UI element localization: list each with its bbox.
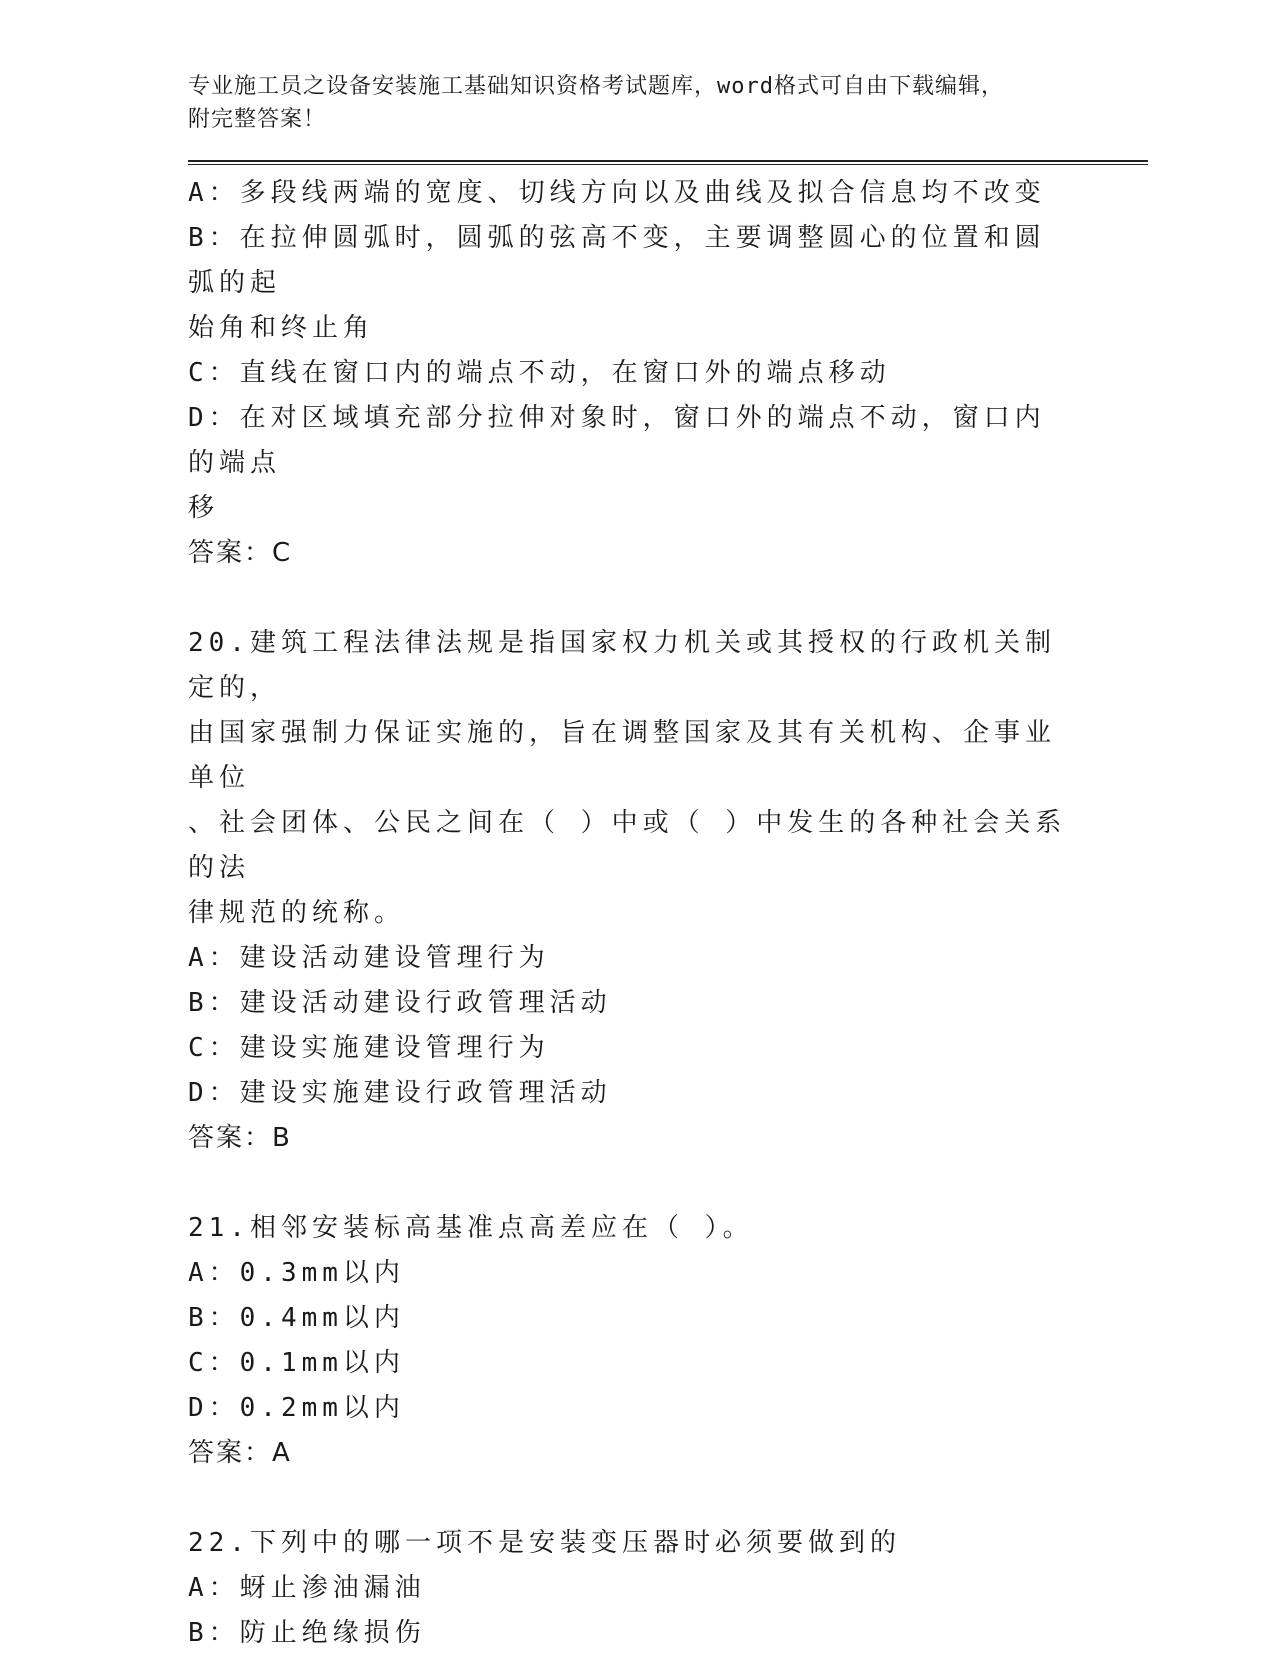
answer: 答案：C xyxy=(188,538,293,568)
option-c: C：建设实施建设管理行为 xyxy=(188,1033,550,1063)
option-a: A：蚜止渗油漏油 xyxy=(188,1573,426,1603)
option-a: A：0.3mm以内 xyxy=(188,1258,405,1288)
option-b-cont: 始角和终止角 xyxy=(188,313,375,343)
question-content xyxy=(188,171,1068,1656)
question-stem: 22.下列中的哪一项不是安装变压器时必须要做到的 xyxy=(188,1528,901,1558)
option-c: C：直线在窗口内的端点不动，在窗口外的端点移动 xyxy=(188,358,891,388)
question-stem: 21.相邻安装标高基准点高差应在（ ）。 xyxy=(188,1213,754,1243)
option-b: B：在拉伸圆弧时，圆弧的弦高不变，主要调整圆心的位置和圆弧的起 xyxy=(188,223,1046,298)
header-divider xyxy=(188,160,1148,165)
question-stem-cont: 由国家强制力保证实施的，旨在调整国家及其有关机构、企事业单位 xyxy=(188,718,1057,793)
question-19 xyxy=(188,171,1068,576)
spacer xyxy=(188,576,1068,621)
question-21 xyxy=(188,1206,1068,1476)
question-stem-cont: 律规范的统称。 xyxy=(188,898,406,928)
document-page xyxy=(188,70,1148,1656)
header-line-1: 专业施工员之设备安装施工基础知识资格考试题库，word格式可自由下载编辑， xyxy=(188,74,1004,99)
spacer xyxy=(188,1161,1068,1206)
option-d: D：0.2mm以内 xyxy=(188,1393,405,1423)
question-22 xyxy=(188,1521,1068,1656)
question-stem-cont: 、社会团体、公民之间在（ ）中或（ ）中发生的各种社会关系的法 xyxy=(188,808,1067,883)
option-b: B：0.4mm以内 xyxy=(188,1303,405,1333)
question-stem: 20.建筑工程法律法规是指国家权力机关或其授权的行政机关制定的， xyxy=(188,628,1056,703)
option-a: A：多段线两端的宽度、切线方向以及曲线及拟合信息均不改变 xyxy=(188,178,1046,208)
option-d: D：建设实施建设行政管理活动 xyxy=(188,1078,612,1108)
document-header xyxy=(188,70,1148,136)
option-a: A：建设活动建设管理行为 xyxy=(188,943,550,973)
answer: 答案：B xyxy=(188,1123,292,1153)
option-d-cont: 移 xyxy=(188,493,220,523)
option-b: B：防止绝缘损伤 xyxy=(188,1618,426,1648)
question-20 xyxy=(188,621,1068,1161)
spacer xyxy=(188,1476,1068,1521)
answer: 答案：A xyxy=(188,1438,292,1468)
option-c: C：0.1mm以内 xyxy=(188,1348,405,1378)
option-d: D：在对区域填充部分拉伸对象时，窗口外的端点不动，窗口内的端点 xyxy=(188,403,1046,478)
option-b: B：建设活动建设行政管理活动 xyxy=(188,988,612,1018)
header-line-2: 附完整答案！ xyxy=(188,107,327,132)
